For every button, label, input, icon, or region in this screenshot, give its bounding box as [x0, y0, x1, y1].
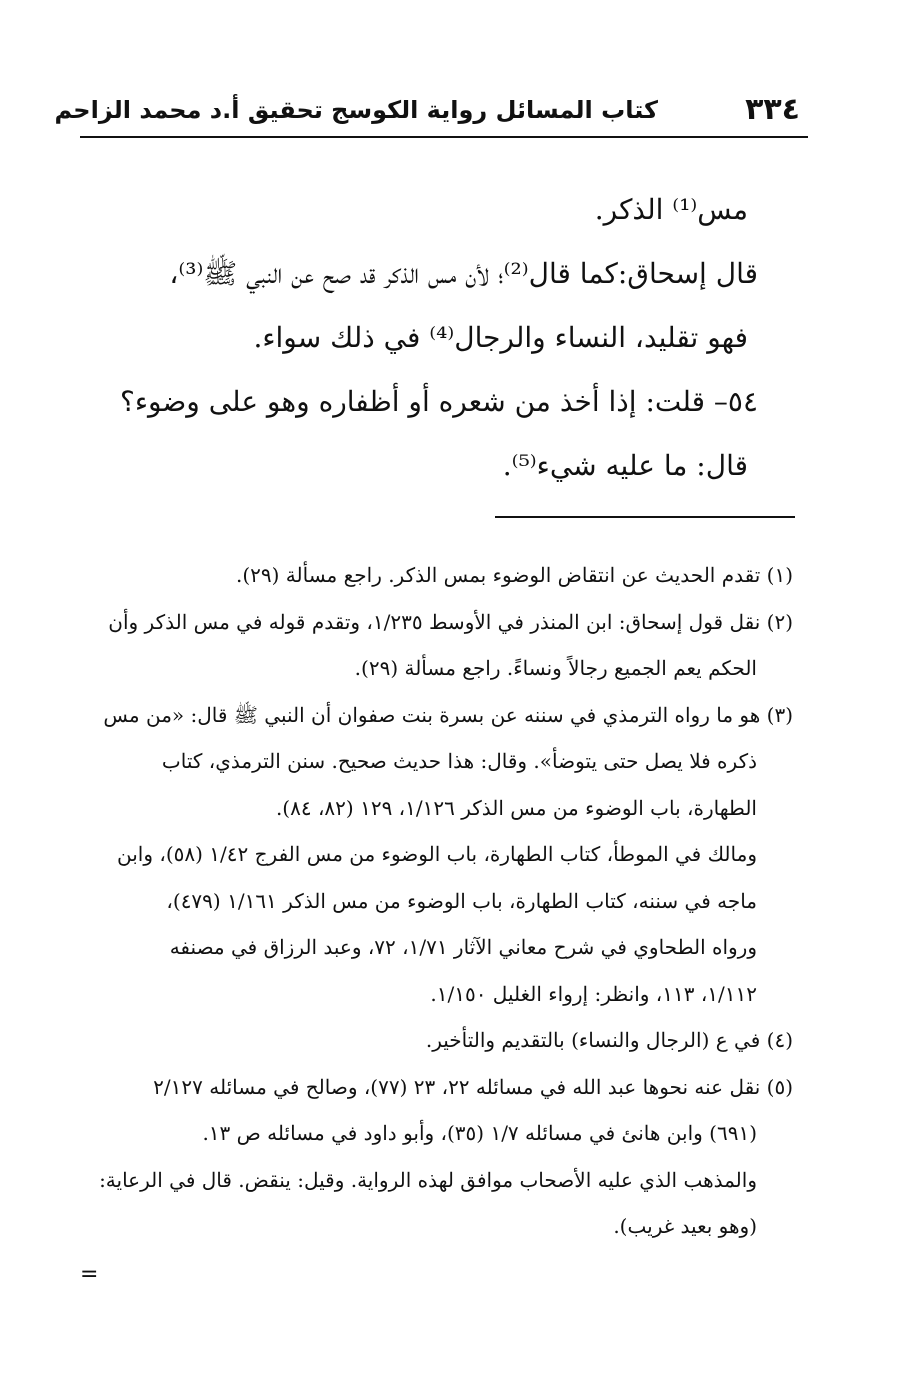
footnote-3-cont: ورواه الطحاوي في شرح معاني الآثار ١/٧١، ٧٢، وعبد الرزاق في مصنفه: [169, 935, 757, 959]
footnote-5: (٥) نقل عنه نحوها عبد الله في مسائله ٢٢، ٢٣ (٧٧)، وصالح في مسائله ٢/١٢٧: [153, 1074, 793, 1099]
footnote-3-cont: الطهارة، باب الوضوء من مس الذكر ١/١٢٦، ١٢٩ (٨٢، ٨٤).: [275, 795, 757, 820]
footnote-3: (٣) هو ما رواه الترمذي في سننه عن بسرة بنت صفوان أن النبي ﷺ قال: «من مس: [103, 702, 793, 727]
main-line: فهو تقليد، النساء والرجال⁽⁴⁾ في ذلك سواء.: [253, 321, 748, 354]
footnotes: [80, 552, 793, 1250]
footnote-5-cont: (٦٩١) وابن هانئ في مسائله ١/٧ (٣٥)، وأبو داود في مسائله ص ١٣.: [202, 1121, 757, 1145]
main-line: قال إسحاق:كما قال⁽²⁾؛ لأن مس الذكر قد صح عن النبي ﷺ⁽³⁾،: [169, 257, 758, 290]
footnote-3-cont: ماجه في سننه، كتاب الطهارة، باب الوضوء من مس الذكر ١/١٦١ (٤٧٩)،: [166, 888, 757, 913]
running-title: كتاب المسائل رواية الكوسج تحقيق أ.د محمد الزاحم: [54, 96, 658, 124]
footnote-4: (٤) في ع (الرجال والنساء) بالتقديم والتأخير.: [425, 1028, 793, 1052]
footnote-5-cont: (وهو بعيد غريب).: [613, 1214, 757, 1238]
footnote-2: (٢) نقل قول إسحاق: ابن المنذر في الأوسط ١/٢٣٥، وتقدم قوله في مس الذكر وأن: [108, 609, 793, 634]
footnote-3-cont: ذكره فلا يصل حتى يتوضأ». وقال: هذا حديث صحيح. سنن الترمذي، كتاب: [161, 749, 757, 773]
footnote-separator: [495, 516, 795, 518]
question-54: ٥٤– قلت: إذا أخذ من شعره أو أظفاره وهو على وضوء؟: [120, 385, 758, 418]
footnote-3-cont: ١/١١٢، ١١٣، وانظر: إرواء الغليل ١/١٥٠.: [430, 981, 757, 1006]
footnote-2-cont: الحكم يعم الجميع رجالاً ونساءً. راجع مسألة (٢٩).: [354, 656, 757, 680]
main-text: [78, 178, 758, 498]
footnote-1: (١) تقدم الحديث عن انتقاض الوضوء بمس الذكر. راجع مسألة (٢٩).: [235, 563, 793, 587]
page-continuation-mark: =: [80, 1262, 99, 1287]
running-header: [54, 88, 808, 138]
main-line: قال: ما عليه شيء⁽⁵⁾.: [502, 449, 748, 482]
page-number: ٣٣٤: [745, 92, 800, 127]
main-line: مس⁽¹⁾ الذكر.: [594, 193, 748, 226]
footnote-3-cont: ومالك في الموطأ، كتاب الطهارة، باب الوضوء من مس الفرج ١/٤٢ (٥٨)، وابن: [117, 842, 757, 866]
footnote-5-cont: والمذهب الذي عليه الأصحاب موافق لهذه الرواية. وقيل: ينقض. قال في الرعاية:: [99, 1167, 757, 1192]
